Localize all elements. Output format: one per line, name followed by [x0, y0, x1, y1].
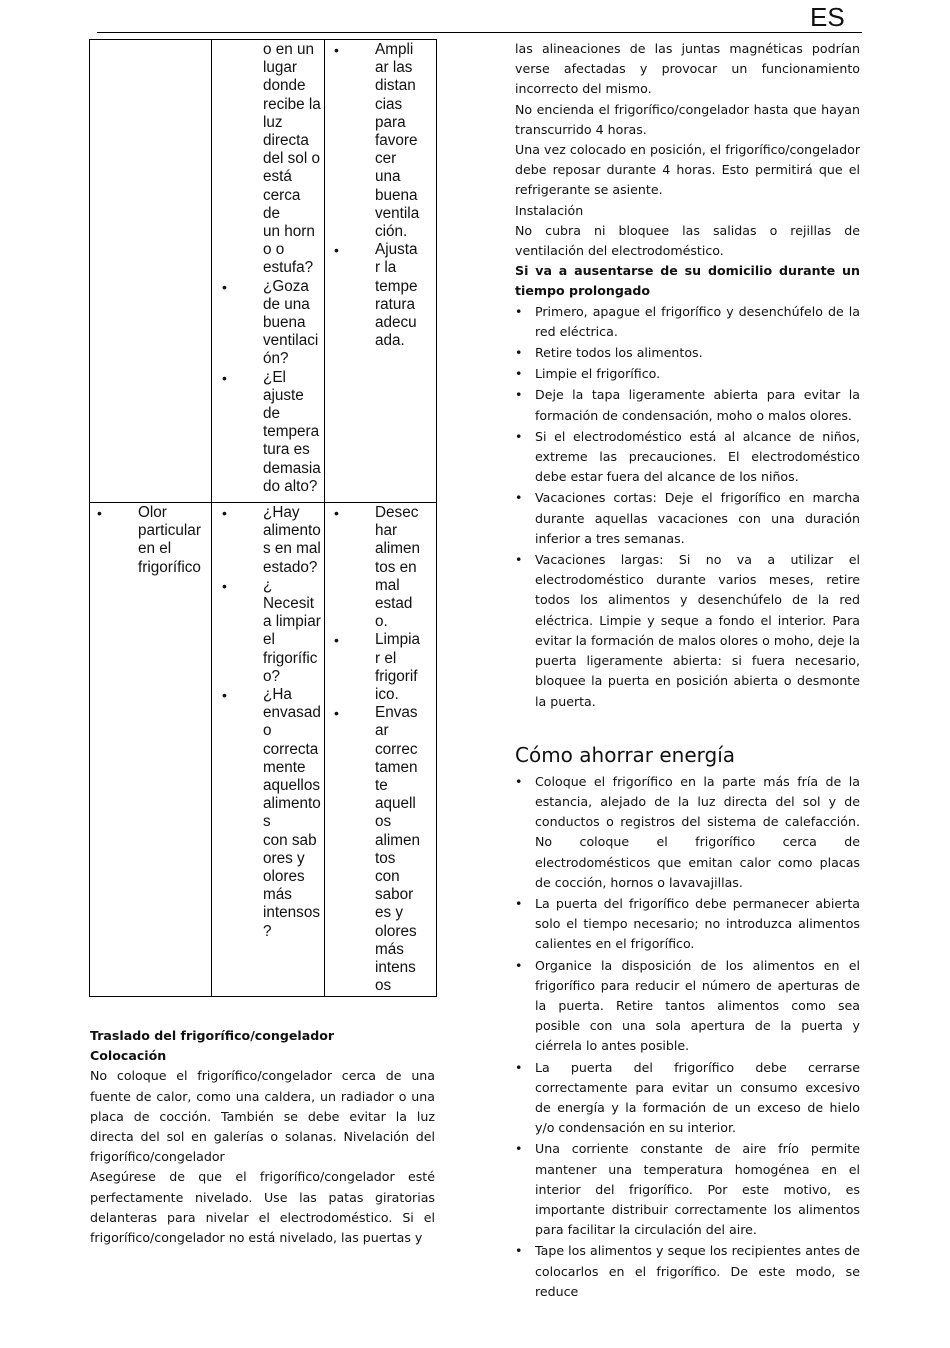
table-column-divider	[324, 40, 325, 996]
table-cell-line: o	[263, 722, 272, 740]
table-cell-line: • Envas	[375, 704, 418, 722]
row2-solutions	[375, 504, 420, 995]
table-cell-line: tamen	[375, 758, 418, 776]
table-cell-line: olores	[375, 922, 417, 940]
table-cell-line: en el	[138, 540, 172, 558]
table-cell-line: tempe	[375, 277, 418, 295]
row1-solutions	[375, 41, 419, 350]
table-cell-item	[375, 41, 419, 241]
table-cell-line: del sol o	[263, 150, 320, 168]
placement-heading: Colocación	[90, 1048, 167, 1064]
row2-causes	[263, 504, 321, 941]
table-cell-line: correcta	[263, 740, 319, 758]
table-cell-line: ventilaci	[263, 332, 319, 350]
list-item: • Coloque el frigorífico en la parte más fría de la estancia, alejado de la luz directa del sol y de conductos o registros del sistema de calefacción. No coloque el frigorífico cerca de electrodomésticos que emitan calor como placas de cocción, hornos o lavavajillas.	[515, 772, 860, 893]
table-cell-line: • ¿El	[263, 368, 286, 386]
table-cell-line: aquellos	[263, 777, 320, 795]
table-cell-line: mente	[263, 758, 306, 776]
table-cell-line: ar	[375, 722, 389, 740]
table-cell-line: sabor	[375, 886, 414, 904]
table-cell-line: do alto?	[263, 477, 318, 495]
table-cell-item	[263, 504, 321, 577]
table-cell-item	[138, 504, 201, 577]
energy-list	[515, 772, 860, 1302]
table-cell-line: s en mal	[263, 540, 321, 558]
table-cell-line: ajuste	[263, 386, 304, 404]
table-cell-line: donde	[263, 77, 306, 95]
list-item: • La puerta del frigorífico debe cerrarse correctamente para evitar un consumo excesivo de energía y la formación de un exceso de hielo y/o condensación en su interior.	[515, 1058, 860, 1139]
table-cell-line: o.	[375, 613, 388, 631]
row2-problem	[138, 504, 201, 577]
moving-heading: Traslado del frigorífico/congelador	[90, 1028, 335, 1043]
table-cell-line: de	[263, 204, 281, 222]
table-cell-item	[263, 41, 321, 278]
table-cell-line: es y	[375, 904, 404, 922]
table-cell-line: os	[375, 813, 392, 831]
table-cell-item	[375, 631, 420, 704]
table-cell-line: para	[375, 113, 406, 131]
table-cell-item	[375, 241, 419, 350]
troubleshooting-table	[89, 39, 437, 997]
wait-paragraph: No encienda el frigorífico/congelador hasta que hayan transcurrido 4 horas.	[515, 101, 860, 137]
table-cell-line: ón?	[263, 350, 289, 368]
list-item: • Limpie el frigorífico.	[515, 364, 860, 384]
table-cell-line: alimento	[263, 522, 321, 540]
table-cell-line: frigorífico	[138, 558, 201, 576]
table-cell-line: recibe la	[263, 95, 321, 113]
away-list	[515, 302, 860, 712]
table-cell-line: te	[375, 777, 388, 795]
leveling-paragraph: Asegúrese de que el frigorífico/congelador esté perfectamente nivelado. Use las patas giratorias delanteras para nivelar el electrodoméstico. Si el frigorífico/congelador no está nivelado, las puertas y	[90, 1169, 435, 1246]
table-cell-line: ar las	[375, 59, 413, 77]
row1-causes	[263, 41, 321, 496]
table-cell-line: tempera	[263, 423, 320, 441]
installation-label: Instalación	[515, 202, 584, 218]
table-cell-line: har	[375, 522, 398, 540]
table-cell-line: mal	[375, 576, 400, 594]
table-cell-line: tos en	[375, 558, 417, 576]
ventilation-paragraph: No cubra ni bloquee las salidas o rejillas de ventilación del electrodoméstico.	[515, 222, 860, 259]
table-cell-line: correc	[375, 740, 418, 758]
table-cell-line: • Olor	[138, 504, 167, 521]
table-cell-line: favore	[375, 132, 418, 150]
table-cell-line: ico.	[375, 686, 399, 704]
list-item: • Organice la disposición de los alimentos en el frigorífico para reducir el número de aperturas de la puerta. Retire tantos alimentos como sea posible con una sola apertura de la puerta y ciérrela lo antes posible.	[515, 956, 860, 1057]
table-cell-line: ción.	[375, 223, 408, 241]
table-cell-line: cer	[375, 150, 397, 168]
table-cell-line: ada.	[375, 332, 405, 350]
table-cell-line: o o	[263, 241, 285, 259]
table-cell-line: aquell	[375, 795, 416, 813]
list-item: • La puerta del frigorífico debe permanecer abierta solo el tiempo necesario; no introduzca alimentos calientes en el frigorífico.	[515, 894, 860, 955]
table-row-divider	[90, 502, 436, 503]
alignment-paragraph: las alineaciones de las juntas magnéticas podrían verse afectadas y provocar un funcionamiento incorrecto del mismo.	[515, 41, 860, 97]
rest-paragraph: Una vez colocado en posición, el frigorífico/congelador debe reposar durante 4 horas. Esto permitirá que el refrigerante se asiente.	[515, 142, 860, 198]
table-cell-line: ores y	[263, 849, 305, 867]
table-cell-line: envasad	[263, 704, 321, 722]
table-cell-line: cerca	[263, 186, 301, 204]
table-cell-line: más	[375, 940, 404, 958]
list-item: • Si el electrodoméstico está al alcance de niños, extreme las precauciones. El electrodoméstico debe estar fuera del alcance de los niños.	[515, 427, 860, 488]
table-cell-line: • Ampli	[375, 41, 414, 58]
table-cell-item	[263, 686, 321, 941]
list-item: • Tape los alimentos y seque los recipientes antes de colocarlos en el frigorífico. De este modo, se reduce	[515, 1241, 860, 1302]
list-item: • Vacaciones cortas: Deje el frigorífico en marcha durante aquellas vacaciones con una duración inferior a tres semanas.	[515, 488, 860, 549]
table-cell-line: de una	[263, 295, 310, 313]
table-cell-line: el	[263, 631, 275, 649]
list-item: • Vacaciones largas: Si no va a utilizar el electrodoméstico durante varios meses, retire todos los alimentos y desenchúfelo de la red eléctrica. Limpie y seque a fondo el interior. Para evitar la formación de malos olores o moho, deje la puerta ligeramente abierta: si fuera necesario, bloquee la puerta en posición abierta o desmonte la puerta.	[515, 550, 860, 712]
table-cell-line: lugar	[263, 59, 298, 77]
table-cell-line: • Desec	[375, 504, 419, 521]
table-cell-item	[375, 504, 420, 631]
table-cell-line: o?	[263, 667, 281, 685]
table-cell-line: o en un	[263, 41, 315, 58]
table-cell-line: adecu	[375, 314, 417, 332]
table-cell-line: Necesit	[263, 595, 315, 613]
table-cell-line: ?	[263, 922, 272, 940]
list-item: • Retire todos los alimentos.	[515, 343, 860, 363]
table-cell-line: os	[375, 977, 392, 995]
table-cell-item	[263, 577, 321, 686]
table-cell-line: ventila	[375, 204, 420, 222]
table-cell-line: luz	[263, 113, 283, 131]
table-cell-item	[263, 278, 321, 369]
table-cell-line: frigorífic	[263, 649, 318, 667]
table-cell-line: intens	[375, 959, 416, 977]
table-cell-line: • Limpia	[375, 631, 421, 649]
table-cell-line: estufa?	[263, 259, 314, 277]
table-cell-line: r el	[375, 649, 397, 667]
list-item: • Primero, apague el frigorífico y desenchúfelo de la red eléctrica.	[515, 302, 860, 342]
table-cell-line: • ¿Goza	[263, 277, 309, 295]
table-cell-line: cias	[375, 95, 403, 113]
table-cell-line: • Ajusta	[375, 241, 418, 259]
table-cell-line: estad	[375, 595, 413, 613]
header-rule	[97, 32, 862, 33]
table-cell-line: olores	[263, 868, 305, 886]
table-cell-line: directa	[263, 132, 309, 150]
list-item: • Deje la tapa ligeramente abierta para evitar la formación de condensación, moho o malos olores.	[515, 385, 860, 425]
table-cell-line: frigorif	[375, 667, 418, 685]
table-cell-line: ratura	[375, 295, 415, 313]
table-cell-line: tos	[375, 849, 396, 867]
table-cell-line: buena	[263, 314, 306, 332]
placement-paragraph: No coloque el frigorífico/congelador cerca de una fuente de calor, como una caldera, un radiador o una placa de cocción. También se debe evitar la luz directa del sol en galerías o solanas. Nivelación del frigorífico/congelador	[90, 1068, 435, 1165]
table-cell-line: una	[375, 168, 401, 186]
table-column-divider	[211, 40, 212, 996]
table-cell-line: alimen	[375, 831, 421, 849]
language-code: ES	[810, 2, 845, 32]
table-cell-line: • ¿Hay	[263, 504, 300, 521]
table-cell-line: intensos	[263, 904, 320, 922]
table-cell-line: de	[263, 405, 281, 423]
table-cell-line: con	[375, 868, 400, 886]
table-cell-item	[375, 704, 420, 995]
table-cell-line: a limpiar	[263, 613, 321, 631]
table-cell-line: alimento	[263, 795, 321, 813]
moving-section	[90, 1026, 435, 1248]
table-cell-line: alimen	[375, 540, 421, 558]
table-cell-line: • ¿Ha	[263, 686, 292, 704]
away-heading: Si va a ausentarse de su domicilio durante un tiempo prolongado	[515, 263, 860, 299]
table-cell-line: s	[263, 813, 271, 831]
table-cell-line: particular	[138, 522, 201, 540]
table-cell-line: estado?	[263, 558, 318, 576]
table-cell-line: demasia	[263, 459, 321, 477]
table-cell-line: está	[263, 168, 292, 186]
table-cell-line: • ¿	[263, 576, 273, 594]
table-cell-line: buena	[375, 186, 418, 204]
right-column	[515, 39, 860, 1303]
table-cell-line: distan	[375, 77, 416, 95]
table-cell-item	[263, 369, 321, 496]
table-cell-line: un horn	[263, 223, 315, 241]
table-cell-line: tura es	[263, 441, 310, 459]
list-item: • Una corriente constante de aire frío permite mantener una temperatura homogénea en el interior del frigorífico. Por este motivo, es importante distribuir correctamente los alimentos para facilitar la circulación del aire.	[515, 1139, 860, 1240]
table-cell-line: más	[263, 886, 292, 904]
table-cell-line: r la	[375, 259, 397, 277]
table-cell-line: con sab	[263, 831, 317, 849]
energy-heading: Cómo ahorrar energía	[515, 742, 736, 767]
